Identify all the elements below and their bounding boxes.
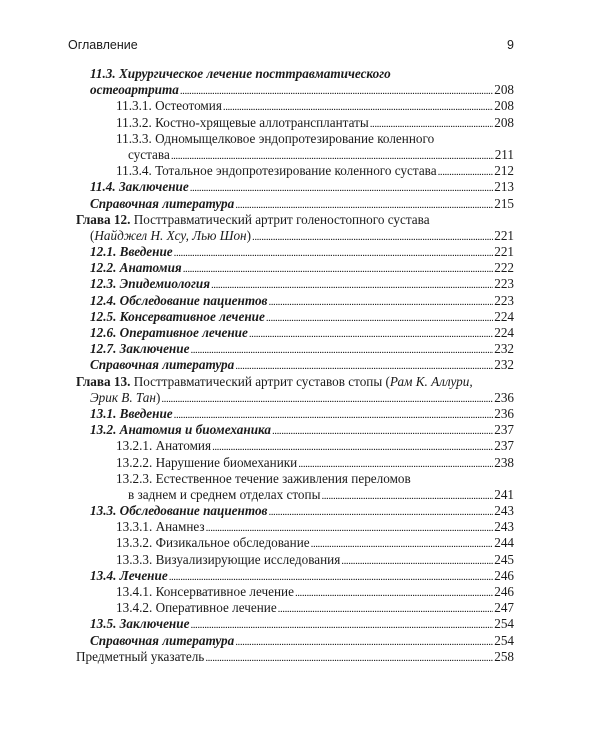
toc-entry-13-1[interactable] <box>76 406 514 422</box>
toc-entry-references-13[interactable] <box>76 633 514 649</box>
toc-page-number: 237 <box>494 438 514 454</box>
dot-leader <box>311 536 494 552</box>
toc-page-number: 221 <box>494 244 514 260</box>
toc-page-number: 244 <box>494 535 514 551</box>
dot-leader <box>174 245 494 261</box>
toc-page-number: 241 <box>494 486 514 502</box>
toc-entry-title: 13.4.2. Оперативное лечение <box>116 600 277 616</box>
toc-entry-title: в заднем и среднем отделах стопы <box>128 486 321 502</box>
toc-page-number: 223 <box>494 292 514 308</box>
toc-entry-title: 13.3.3. Визуализирующие исследования <box>116 551 341 567</box>
toc-entry-12-7[interactable] <box>76 341 514 357</box>
toc-page-number: 224 <box>494 325 514 340</box>
toc-entry-12-5[interactable] <box>76 309 514 325</box>
toc-entry-11-4[interactable] <box>76 179 514 195</box>
toc-entry-11-3-3-line1[interactable] <box>76 131 514 147</box>
paren-close: ) <box>246 227 252 243</box>
dot-leader <box>211 277 493 293</box>
dot-leader <box>212 439 493 455</box>
chapter-authors: Рам К. Аллури, <box>389 373 473 389</box>
toc-chapter-13-line1[interactable] <box>76 374 514 390</box>
toc-entry-13-5[interactable] <box>76 616 514 632</box>
toc-entry-12-4[interactable] <box>76 293 514 309</box>
toc-entry-title: 12.4. Обследование пациентов <box>90 292 268 308</box>
toc-entry-title: 13.2.2. Нарушение биомеханики <box>116 454 298 470</box>
toc-entry-12-2[interactable] <box>76 260 514 276</box>
toc-entry-title: остеоартрита <box>90 82 179 98</box>
toc-chapter-12-line1[interactable] <box>76 212 514 228</box>
toc-entry-title: 13.2. Анатомия и биомеханика <box>90 422 271 438</box>
dot-leader <box>268 504 493 520</box>
toc-chapter-13[interactable] <box>76 390 514 406</box>
toc-entry-title: 13.3. Обследование пациентов <box>90 503 268 519</box>
chapter-label: Глава 13. <box>76 373 131 389</box>
dot-leader <box>321 488 493 504</box>
toc-entry-13-4-2[interactable] <box>76 600 514 616</box>
chapter-label: Глава 12. <box>76 211 131 227</box>
toc-page-number: 236 <box>494 405 514 421</box>
dot-leader <box>249 326 493 342</box>
dot-leader <box>161 391 493 407</box>
toc-entry-title: Посттравматический артрит голеностопного сустава <box>130 211 430 227</box>
toc-entry-title: 13.4.1. Консервативное лечение <box>116 584 294 599</box>
dot-leader <box>206 520 494 536</box>
dot-leader <box>370 116 493 132</box>
toc-entry-title: 13.3.2. Физикальное обследование <box>116 535 310 551</box>
toc-page-number: 208 <box>494 82 514 98</box>
toc-page-number: 247 <box>494 600 514 616</box>
dot-leader <box>223 99 493 115</box>
toc-entry-title: 13.3.1. Анамнез <box>116 519 205 535</box>
paren-open: ( <box>90 227 95 243</box>
toc-entry-title: Предметный указатель <box>76 648 205 664</box>
toc-page-number: 245 <box>494 551 514 567</box>
toc-entry-title: 11.3. Хирургическое лечение посттравматического <box>90 66 391 81</box>
toc-page-number: 243 <box>494 519 514 535</box>
toc-page-number: 208 <box>494 114 514 130</box>
toc-entry-title: 13.2.1. Анатомия <box>116 438 212 454</box>
dot-leader <box>235 358 493 374</box>
toc-entry-title: Справочная литература <box>90 632 235 648</box>
toc-entry-title: 13.5. Заключение <box>90 616 190 632</box>
toc-entry-title: Справочная литература <box>90 357 235 373</box>
toc-page-number: 237 <box>494 422 514 438</box>
toc-entry-title: 12.6. Оперативное лечение <box>90 325 248 340</box>
toc-entry-11-3-4[interactable] <box>76 163 514 179</box>
toc-page-number: 246 <box>494 584 514 599</box>
toc-entry-title: 11.3.4. Тотальное эндопротезирование коленного сустава <box>116 163 437 179</box>
toc-page-number: 254 <box>494 616 514 632</box>
toc-entry-references-12[interactable] <box>76 357 514 373</box>
toc-entry-12-3[interactable] <box>76 276 514 292</box>
toc-page-number: 258 <box>494 648 514 664</box>
dot-leader <box>268 294 493 310</box>
toc-entry-title: 12.7. Заключение <box>90 341 190 357</box>
toc-entry-title: 13.2.3. Естественное течение заживления переломов <box>116 470 411 486</box>
toc-entry-title: 12.3. Эпидемиология <box>90 276 210 292</box>
dot-leader <box>205 650 493 666</box>
toc-page-number: 208 <box>494 98 514 114</box>
toc-entry-13-3-3[interactable] <box>76 552 514 568</box>
toc-entry-13-2-2[interactable] <box>76 455 514 471</box>
page-number: 9 <box>507 38 514 52</box>
dot-leader <box>190 617 493 633</box>
dot-leader <box>235 197 493 213</box>
toc-page-number: 222 <box>494 260 514 276</box>
toc-entry-13-2-3[interactable] <box>76 487 514 503</box>
table-of-contents <box>76 66 514 665</box>
chapter-authors: Эрик В. Тан <box>90 389 156 405</box>
toc-page-number: 212 <box>494 163 514 179</box>
toc-entry-title: 11.3.1. Остеотомия <box>116 98 222 114</box>
page-header-title: Оглавление <box>68 38 138 52</box>
toc-entry-title: 11.3.3. Одномыщелковое эндопротезирование коленного <box>116 130 435 146</box>
dot-leader <box>180 83 493 99</box>
dot-leader <box>438 164 494 180</box>
toc-entry-title: 12.1. Введение <box>90 244 173 260</box>
toc-page-number: 211 <box>494 146 514 162</box>
toc-page-number: 215 <box>494 195 514 211</box>
toc-entry-title: 11.3.2. Костно-хрящевые аллотрансплантаты <box>116 114 369 130</box>
toc-entry-title: 11.4. Заключение <box>90 179 189 195</box>
dot-leader <box>169 569 494 585</box>
toc-entry-11-3[interactable] <box>76 82 514 98</box>
paren-close: ) <box>155 389 161 405</box>
toc-entry-13-3-2[interactable] <box>76 535 514 551</box>
toc-entry-13-2-3-line1[interactable] <box>76 471 514 487</box>
toc-page-number: 246 <box>494 567 514 583</box>
toc-page-number: 232 <box>494 357 514 373</box>
toc-entry-title: сустава <box>128 146 170 162</box>
toc-page-number: 243 <box>494 503 514 519</box>
dot-leader <box>341 553 493 569</box>
toc-chapter-12[interactable] <box>76 228 514 244</box>
toc-page-number: 224 <box>494 308 514 324</box>
dot-leader <box>278 601 494 617</box>
dot-leader <box>252 229 493 245</box>
dot-leader <box>298 456 493 472</box>
dot-leader <box>190 342 493 358</box>
toc-entry-11-3-2[interactable] <box>76 115 514 131</box>
dot-leader <box>183 261 493 277</box>
toc-entry-12-1[interactable] <box>76 244 514 260</box>
toc-entry-references-11[interactable] <box>76 196 514 212</box>
toc-entry-title: 13.1. Введение <box>90 405 173 421</box>
toc-page-number: 238 <box>494 454 514 470</box>
dot-leader <box>190 180 494 196</box>
toc-entry-13-2[interactable] <box>76 422 514 438</box>
toc-page-number: 221 <box>494 227 514 243</box>
toc-page-number: 236 <box>494 389 514 405</box>
toc-entry-title: 13.4. Лечение <box>90 567 168 583</box>
toc-entry-12-6[interactable] <box>76 325 514 341</box>
toc-entry-11-3-line1[interactable] <box>76 66 514 82</box>
toc-page-number: 254 <box>494 632 514 648</box>
toc-entry-title: 12.5. Консервативное лечение <box>90 308 265 324</box>
toc-page-number: 223 <box>494 276 514 292</box>
toc-entry-11-3-3[interactable] <box>76 147 514 163</box>
toc-entry-11-3-1[interactable] <box>76 98 514 114</box>
toc-entry-subject-index[interactable] <box>76 649 514 665</box>
dot-leader <box>266 310 493 326</box>
dot-leader <box>235 634 493 650</box>
toc-entry-title: 12.2. Анатомия <box>90 260 182 276</box>
toc-entry-13-4[interactable] <box>76 568 514 584</box>
dot-leader <box>174 407 494 423</box>
toc-entry-13-3[interactable] <box>76 503 514 519</box>
toc-entry-13-2-1[interactable] <box>76 438 514 454</box>
chapter-authors: Найджел Н. Хсу, Лью Шон <box>94 227 247 243</box>
toc-entry-13-4-1[interactable] <box>76 584 514 600</box>
toc-entry-13-3-1[interactable] <box>76 519 514 535</box>
dot-leader <box>272 423 493 439</box>
dot-leader <box>171 148 494 164</box>
toc-page-number: 213 <box>494 179 514 195</box>
toc-entry-title: Посттравматический артрит суставов стопы ( <box>130 373 390 389</box>
toc-entry-title: Справочная литература <box>90 195 235 211</box>
toc-page-number: 232 <box>494 341 514 357</box>
running-head <box>68 38 514 52</box>
dot-leader <box>295 585 493 601</box>
